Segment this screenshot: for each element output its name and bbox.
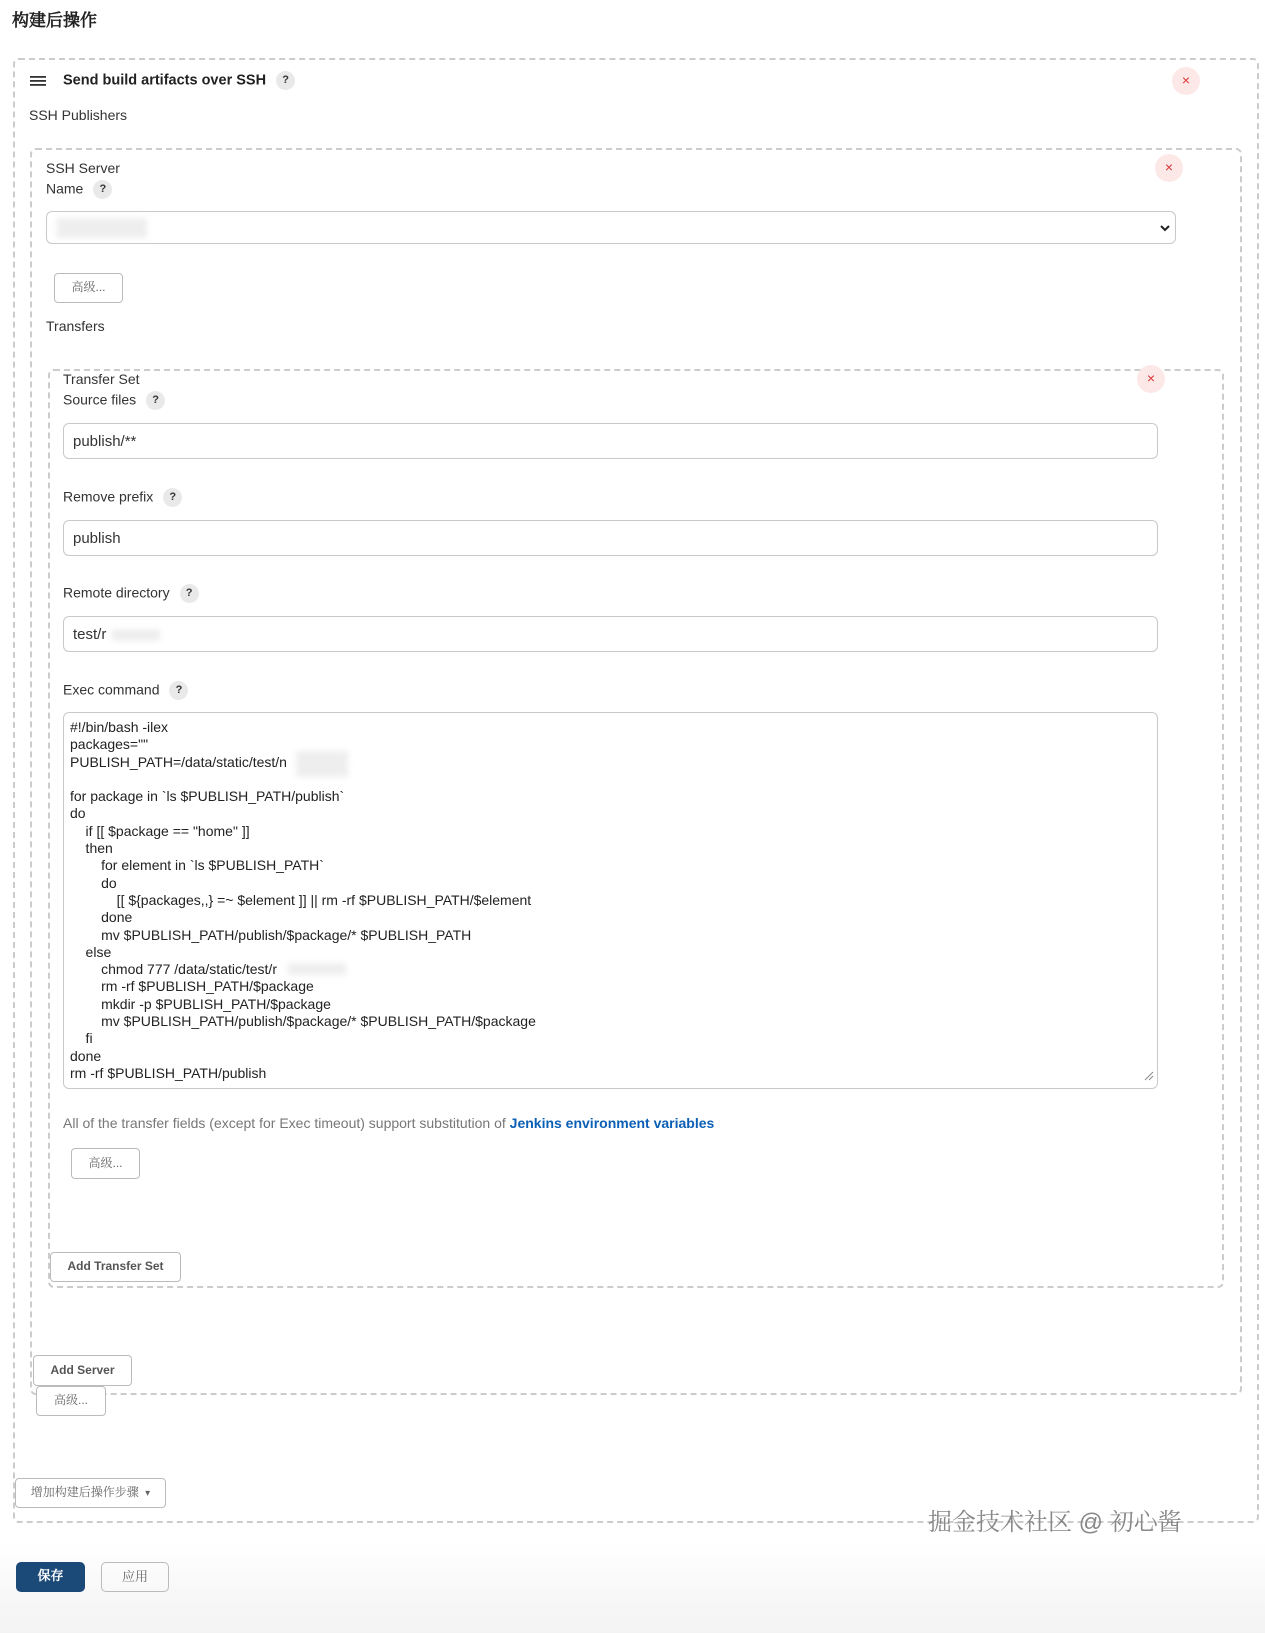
- drag-handle-icon[interactable]: [30, 74, 46, 86]
- redacted-path: [296, 751, 348, 777]
- bottom-bar: [0, 1540, 1265, 1633]
- jenkins-env-vars-link[interactable]: Jenkins environment variables: [509, 1115, 715, 1131]
- watermark: 掘金技术社区 @ 初心酱: [928, 1509, 1182, 1536]
- publisher-advanced-button[interactable]: 高级...: [36, 1386, 106, 1416]
- transfers-label: Transfers: [46, 318, 105, 334]
- remove-prefix-label: Remove prefix: [63, 488, 154, 505]
- server-name-help-icon[interactable]: ?: [93, 180, 112, 199]
- source-files-help-icon[interactable]: ?: [146, 391, 165, 410]
- remote-directory-label: Remote directory: [63, 584, 170, 601]
- remote-directory-input[interactable]: [63, 616, 1158, 652]
- caret-down-icon: ▾: [145, 1488, 151, 1499]
- ssh-server-heading: SSH Server: [46, 160, 120, 176]
- publisher-title: Send build artifacts over SSH: [63, 72, 267, 89]
- source-files-label: Source files: [63, 391, 137, 408]
- source-files-input[interactable]: publish/**: [63, 423, 1158, 459]
- exec-command-help-icon[interactable]: ?: [169, 681, 188, 700]
- exec-command-label: Exec command: [63, 681, 160, 698]
- add-post-build-step-label: 增加构建后操作步骤: [30, 1485, 139, 1499]
- transfer-hint-text: All of the transfer fields (except for Exec timeout) support substitution of: [63, 1115, 510, 1131]
- server-advanced-button[interactable]: 高级...: [54, 273, 123, 303]
- server-name-select[interactable]: [46, 211, 1176, 244]
- remove-prefix-help-icon[interactable]: ?: [163, 488, 182, 507]
- section-title: 构建后操作: [12, 11, 97, 30]
- remote-directory-help-icon[interactable]: ?: [180, 584, 199, 603]
- transfer-set-heading: Transfer Set: [63, 371, 140, 387]
- redacted-directory: [112, 629, 160, 641]
- redacted-path-2: [288, 963, 346, 975]
- save-button[interactable]: 保存: [16, 1562, 85, 1592]
- transfer-advanced-button[interactable]: 高级...: [71, 1148, 140, 1179]
- chevron-down-icon: [1159, 221, 1171, 238]
- apply-button[interactable]: 应用: [101, 1562, 169, 1592]
- server-close-icon[interactable]: ×: [1155, 154, 1183, 182]
- remote-directory-value: test/r: [73, 626, 107, 643]
- resize-handle-icon[interactable]: [1144, 1068, 1154, 1085]
- exec-command-textarea[interactable]: [63, 712, 1158, 1089]
- transfer-hint: [63, 1115, 714, 1131]
- server-name-label: Name: [46, 180, 84, 197]
- publisher-help-icon[interactable]: ?: [276, 71, 295, 90]
- remove-prefix-input[interactable]: publish: [63, 520, 1158, 556]
- publisher-close-icon[interactable]: ×: [1172, 67, 1200, 95]
- add-server-button[interactable]: Add Server: [33, 1355, 132, 1386]
- add-transfer-set-button[interactable]: Add Transfer Set: [50, 1252, 181, 1282]
- ssh-publishers-label: SSH Publishers: [29, 107, 128, 123]
- redacted-server-name: [57, 218, 147, 238]
- exec-command-value: #!/bin/bash -ilex packages="" PUBLISH_PATH=/data/static/test/n for package in `ls $PUBLISH_PATH/publish` do if [[ $package == "home" ]] then for element in `ls $PUBLISH_PATH` do [[ ${packages,,} =~ $element ]] || rm -rf $PUBLISH_PATH/$element done mv $PUBLISH_PATH/publish/$package/* $PUBLISH_PATH else chmod 777 /data/static/test/r rm -rf $PUBLISH_PATH/$package mkdir -p $PUBLISH_PATH/$package mv $PUBLISH_PATH/publish/$package/* $PUBLISH_PATH/$package fi done rm -rf $PUBLISH_PATH/publish: [70, 719, 536, 1081]
- add-post-build-step-button[interactable]: [15, 1478, 166, 1508]
- transfer-set-close-icon[interactable]: ×: [1137, 365, 1165, 393]
